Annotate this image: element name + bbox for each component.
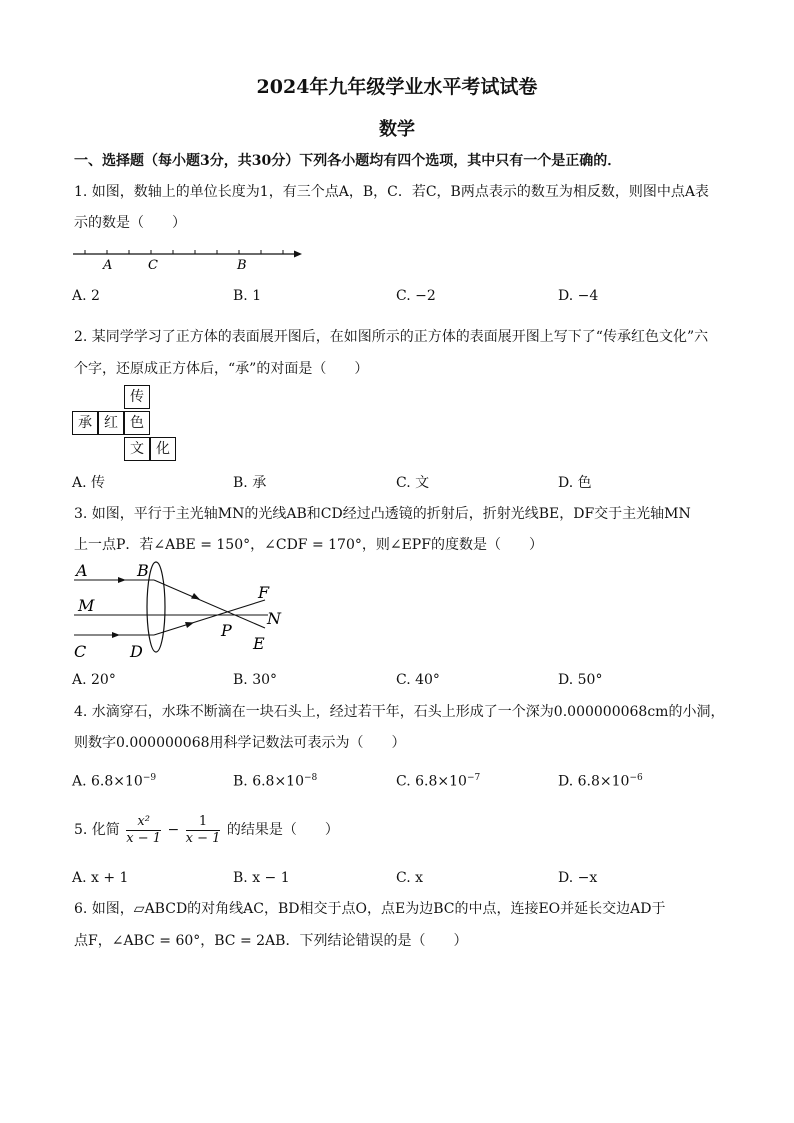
q4-option-a[interactable]: A. $6.8\times 10^{-9}$: [72, 773, 157, 790]
q5-option-c[interactable]: C. x: [396, 870, 424, 886]
convex-lens: [147, 562, 165, 652]
label-a: A: [76, 561, 88, 580]
cube-cell-hong: 红: [98, 411, 124, 435]
q2-option-c[interactable]: C. 文: [396, 475, 430, 491]
ray-df: [154, 600, 265, 635]
q5-option-d[interactable]: D. −x: [558, 870, 598, 886]
q6-line2: 点F，∠ABC = 60°，BC = 2AB．下列结论错误的是（ ）: [74, 933, 468, 949]
q1-line1: 1. 如图，数轴上的单位长度为1，有三个点A，B，C．若C，B两点表示的数互为相反数，则图中点A表: [74, 184, 709, 200]
q4-line1: 4. 水滴穿石，水珠不断滴在一块石头上，经过若干年，石头上形成了一个深为0.000000068cm的小洞，: [74, 704, 725, 720]
q6-line1: 6. 如图，▱ABCD的对角线AC，BD相交于点O，点E为边BC的中点，连接EO并延长交边AD于: [74, 901, 666, 917]
label-d: D: [130, 642, 143, 661]
number-line-ticks: [85, 250, 283, 254]
number-line-arrow: [294, 251, 302, 258]
q2-line1: 2. 某同学学习了正方体的表面展开图后，在如图所示的正方体的表面展开图上写下了“传承红色文化”六: [74, 329, 709, 345]
q5-fraction-2: $\frac{1}{x - 1}$: [185, 813, 221, 846]
q1-option-c[interactable]: C. −2: [396, 288, 436, 304]
q5-option-a[interactable]: A. x + 1: [72, 870, 129, 886]
lens-figure: [70, 558, 290, 663]
point-a-label: A: [103, 258, 113, 273]
q4-option-d[interactable]: D. $6.8\times 10^{-6}$: [558, 773, 643, 790]
ray-df-arrow: [185, 622, 194, 628]
q2-line2: 个字，还原成正方体后，“承”的对面是（ ）: [74, 361, 369, 377]
label-b: B: [137, 561, 149, 580]
q5-fraction-1: $\frac{\text{x²}}{x - 1}$: [126, 813, 162, 846]
q3-line2: 上一点P．若∠ABE = 150°，∠CDF = 170°，则∠EPF的度数是（ ）: [74, 537, 543, 553]
cube-cell-se: 色: [124, 411, 150, 435]
page-subtitle: 数学: [379, 119, 415, 140]
cube-cell-wen: 文: [124, 437, 150, 461]
ray-ab-arrow: [118, 577, 126, 583]
number-line-figure: [70, 242, 310, 274]
cube-cell-chuan: 传: [124, 385, 150, 409]
q1-option-a[interactable]: A. 2: [72, 288, 100, 304]
label-n: N: [267, 609, 281, 628]
q2-option-a[interactable]: A. 传: [72, 475, 106, 491]
q3-option-c[interactable]: C. 40°: [396, 672, 440, 688]
label-c: C: [74, 642, 87, 661]
q3-option-b[interactable]: B. 30°: [233, 672, 278, 688]
label-f: F: [258, 583, 270, 602]
cube-cell-cheng: 承: [72, 411, 98, 435]
q1-option-b[interactable]: B. 1: [233, 288, 262, 304]
q4-option-c[interactable]: C. $6.8\times 10^{-7}$: [396, 773, 481, 790]
q3-option-d[interactable]: D. 50°: [558, 672, 603, 688]
q4-line2: 则数字0.000000068用科学记数法可表示为（ ）: [74, 735, 406, 751]
ray-be-arrow: [191, 593, 200, 600]
q3-line1: 3. 如图，平行于主光轴MN的光线AB和CD经过凸透镜的折射后，折射光线BE，DF交于主光轴MN: [74, 506, 691, 522]
point-b-label: B: [237, 258, 247, 273]
label-e: E: [253, 634, 265, 653]
q2-option-d[interactable]: D. 色: [558, 475, 592, 491]
ray-cd-arrow: [112, 632, 120, 638]
q5-option-b[interactable]: B. x − 1: [233, 870, 290, 886]
q1-line2: 示的数是（ ）: [74, 215, 186, 231]
q4-option-b[interactable]: B. $6.8\times 10^{-8}$: [233, 773, 318, 790]
cube-net-figure: [72, 385, 182, 463]
q3-option-a[interactable]: A. 20°: [72, 672, 116, 688]
page-title: 2024年九年级学业水平考试试卷: [256, 76, 538, 98]
point-c-label: C: [148, 258, 158, 273]
cube-cell-hua: 化: [150, 437, 176, 461]
q2-option-b[interactable]: B. 承: [233, 475, 267, 491]
q5-line: 5. 化简 $\frac{\text{x²}}{x - 1}$ − $\frac{1}{x - 1}$ 的结果是（ ）: [74, 813, 339, 846]
q1-option-d[interactable]: D. −4: [558, 288, 599, 304]
section-heading: 一、选择题（每小题3分，共30分）下列各小题均有四个选项，其中只有一个是正确的．: [74, 153, 622, 169]
label-m: M: [78, 596, 95, 615]
ray-be: [154, 580, 265, 628]
label-p: P: [221, 621, 232, 640]
